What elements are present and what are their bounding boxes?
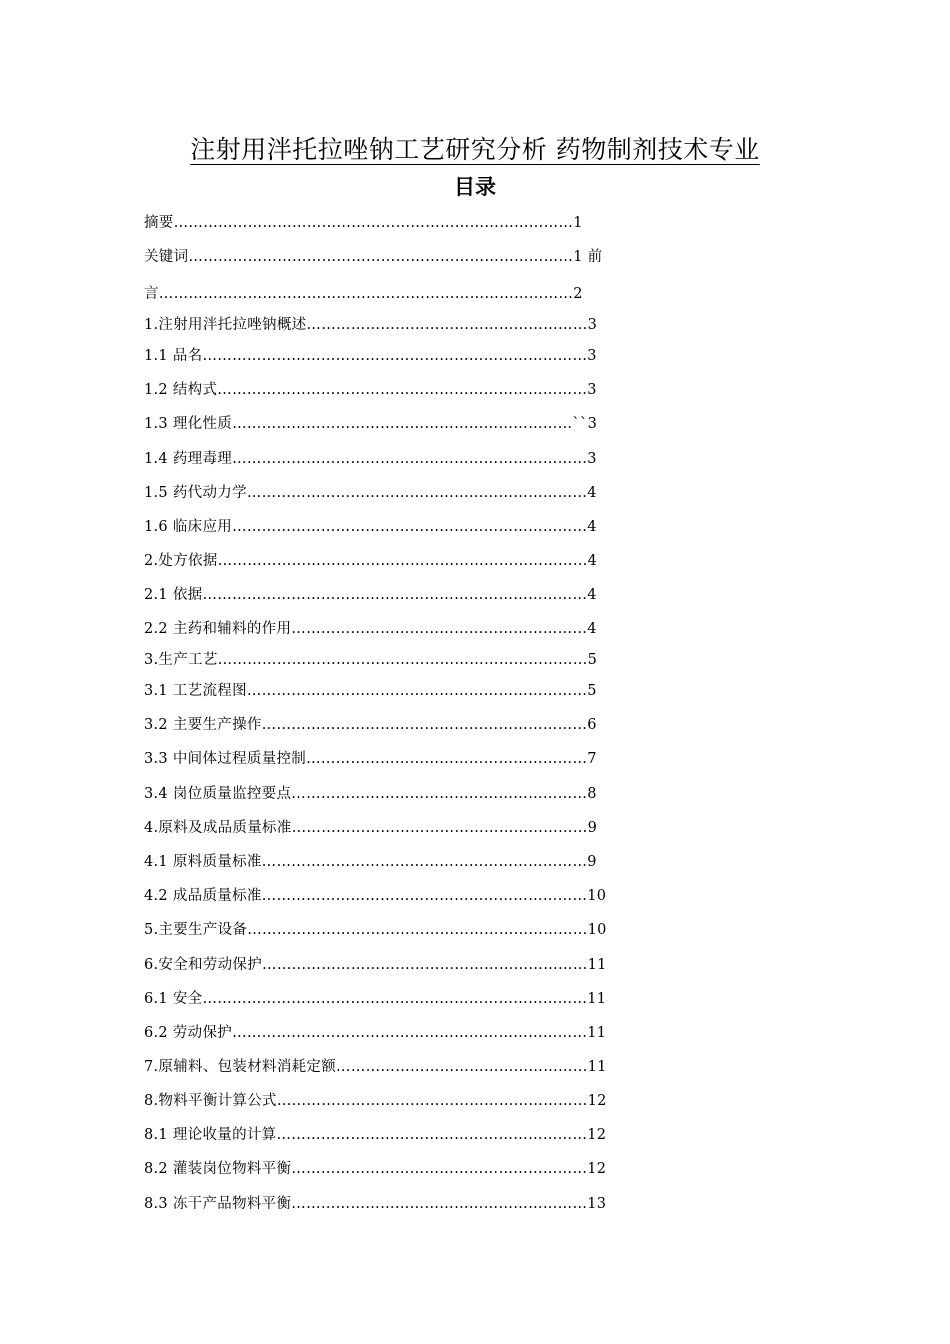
toc-entry[interactable]: 2.1 依据……………………………………………………………………4 (144, 587, 597, 603)
toc-entry[interactable]: 3.生产工艺…………………………………………………………………5 (144, 652, 598, 668)
toc-entry[interactable]: 6.2 劳动保护………………………………………………………………11 (144, 1025, 607, 1041)
toc-entry[interactable]: 言…………………………………………………………………………2 (144, 286, 583, 302)
toc-entry[interactable]: 1.2 结构式…………………………………………………………………3 (144, 382, 597, 398)
toc-entry[interactable]: 5.主要生产设备……………………………………………………………10 (144, 922, 607, 938)
document-title: 注射用泮托拉唑钠工艺研究分析 药物制剂技术专业 (190, 135, 760, 164)
toc-entry[interactable]: 8.1 理论收量的计算………………………………………………………12 (144, 1127, 607, 1143)
toc-entry[interactable]: 1.6 临床应用………………………………………………………………4 (144, 519, 597, 535)
toc-entry[interactable]: 摘要………………………………………………………………………1 (144, 215, 583, 231)
toc-entry[interactable]: 8.2 灌装岗位物料平衡……………………………………………………12 (144, 1161, 607, 1177)
toc-entry[interactable]: 3.3 中间体过程质量控制…………………………………………………7 (144, 751, 597, 767)
toc-entry[interactable]: 2.2 主药和辅料的作用……………………………………………………4 (144, 621, 597, 637)
toc-entry[interactable]: 8.3 冻干产品物料平衡……………………………………………………13 (144, 1196, 607, 1212)
toc-entry[interactable]: 1.4 药理毒理………………………………………………………………3 (144, 451, 597, 467)
toc-entry[interactable]: 6.1 安全……………………………………………………………………11 (144, 991, 607, 1007)
toc-entry[interactable]: 关键词……………………………………………………………………1 前 (144, 249, 603, 265)
toc-entry[interactable]: 2.处方依据…………………………………………………………………4 (144, 553, 598, 569)
toc-entry[interactable]: 1.1 品名……………………………………………………………………3 (144, 348, 597, 364)
toc-entry[interactable]: 3.2 主要生产操作…………………………………………………………6 (144, 717, 597, 733)
toc-entry[interactable]: 4.原料及成品质量标准……………………………………………………9 (144, 820, 598, 836)
toc-entry[interactable]: 3.1 工艺流程图……………………………………………………………5 (144, 683, 597, 699)
toc-entry[interactable]: 1.5 药代动力学……………………………………………………………4 (144, 485, 597, 501)
toc-entry[interactable]: 1.3 理化性质……………………………………………………………``3 (144, 416, 598, 432)
toc-entry[interactable]: 3.4 岗位质量监控要点……………………………………………………8 (144, 786, 597, 802)
toc-heading: 目录 (454, 175, 496, 199)
toc-entry[interactable]: 8.物料平衡计算公式………………………………………………………12 (144, 1093, 607, 1109)
toc-entry[interactable]: 6.安全和劳动保护…………………………………………………………11 (144, 957, 607, 973)
toc-entry[interactable]: 7.原辅料、包装材料消耗定额……………………………………………11 (144, 1059, 607, 1075)
toc-entry[interactable]: 1.注射用泮托拉唑钠概述…………………………………………………3 (144, 317, 598, 333)
toc-entry[interactable]: 4.2 成品质量标准…………………………………………………………10 (144, 888, 607, 904)
toc-entry[interactable]: 4.1 原料质量标准…………………………………………………………9 (144, 854, 597, 870)
